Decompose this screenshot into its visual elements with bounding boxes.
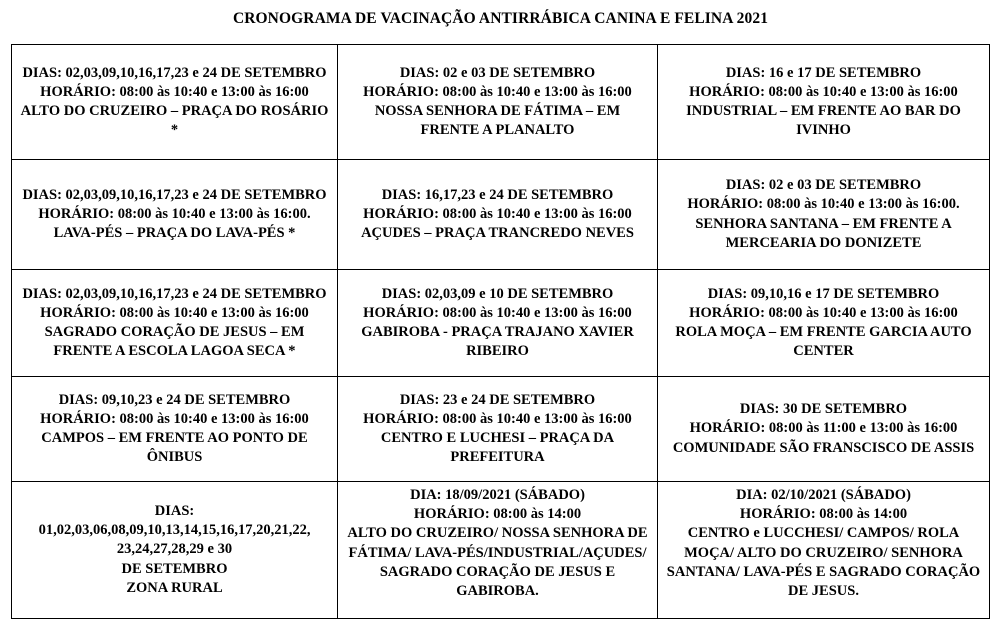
table-row	[12, 482, 990, 619]
schedule-cell-senhora-santana	[658, 160, 990, 270]
cell-location: SENHORA SANTANA – EM FRENTE A MERCEARIA DO DONIZETE	[695, 215, 952, 251]
cell-days: DIAS: 09,10,23 e 24 DE SETEMBRO	[58, 391, 291, 408]
cell-month: DE SETEMBRO	[121, 560, 228, 577]
cell-hours: HORÁRIO: 08:00 às 10:40 e 13:00 às 16:00.	[687, 196, 960, 213]
cell-hours: HORÁRIO: 08:00 às 10:40 e 13:00 às 16:00.	[38, 205, 311, 222]
cell-hours: HORÁRIO: 08:00 às 10:40 e 13:00 às 16:00	[689, 83, 958, 100]
table-row	[12, 160, 990, 270]
cell-days: DIAS: 09,10,16 e 17 DE SETEMBRO	[707, 285, 940, 302]
table-row	[12, 45, 990, 160]
schedule-cell-alto-do-cruzeiro	[12, 45, 338, 160]
cell-hours: HORÁRIO: 08:00 às 10:40 e 13:00 às 16:00	[689, 304, 958, 321]
cell-days: DIAS: 02,03,09,10,16,17,23 e 24 DE SETEMBRO	[22, 285, 327, 302]
cell-hours: HORÁRIO: 08:00 às 10:40 e 13:00 às 16:00	[363, 304, 632, 321]
cell-days: DIA: 02/10/2021 (SÁBADO)	[736, 487, 911, 503]
cell-days: DIAS: 02,03,09,10,16,17,23 e 24 DE SETEMBRO	[22, 64, 327, 81]
cell-days: DIAS: 16 e 17 DE SETEMBRO	[725, 64, 922, 81]
cell-hours: HORÁRIO: 08:00 às 10:40 e 13:00 às 16:00	[40, 83, 309, 100]
cell-days: DIAS: 02,03,09,10,16,17,23 e 24 DE SETEMBRO	[22, 186, 327, 203]
cell-hours: HORÁRIO: 08:00 às 10:40 e 13:00 às 16:00	[363, 83, 632, 100]
cell-days: DIAS: 30 DE SETEMBRO	[739, 401, 908, 418]
schedule-cell-lava-pes	[12, 160, 338, 270]
cell-hours: HORÁRIO: 08:00 às 14:00	[413, 506, 582, 523]
cell-location: COMUNIDADE SÃO FRANSCISCO DE ASSIS	[672, 439, 975, 456]
schedule-cell-industrial	[658, 45, 990, 160]
cell-location: ALTO DO CRUZEIRO/ NOSSA SENHORA DE FÁTIMA/ LAVA-PÉS/INDUSTRIAL/AÇUDES/ SAGRADO CORAÇÃO DE JESUS E GABIROBA.	[347, 525, 648, 600]
cell-location: NOSSA SENHORA DE FÁTIMA – EM FRENTE A PLANALTO	[374, 103, 621, 139]
schedule-cell-saturday-sept	[338, 482, 658, 619]
cell-days: DIAS: 02 e 03 DE SETEMBRO	[399, 64, 596, 81]
cell-location: ZONA RURAL	[126, 579, 223, 596]
schedule-cell-zona-rural	[12, 482, 338, 619]
schedule-cell-campos	[12, 377, 338, 482]
cell-location: CAMPOS – EM FRENTE AO PONTO DE ÔNIBUS	[41, 430, 308, 466]
table-row	[12, 377, 990, 482]
cell-location: CENTRO e LUCCHESI/ CAMPOS/ ROLA MOÇA/ ALTO DO CRUZEIRO/ SENHORA SANTANA/ LAVA-PÉS E SAGRADO CORAÇÃO DE JESUS.	[666, 525, 981, 600]
cell-days: DIAS: 23 e 24 DE SETEMBRO	[399, 391, 596, 408]
cell-location: LAVA-PÉS – PRAÇA DO LAVA-PÉS *	[53, 225, 296, 242]
schedule-cell-sagrado-coracao	[12, 270, 338, 377]
schedule-cell-saturday-oct	[658, 482, 990, 619]
cell-location: SAGRADO CORAÇÃO DE JESUS – EM FRENTE A ESCOLA LAGOA SECA *	[44, 324, 305, 360]
schedule-cell-sao-francisco	[658, 377, 990, 482]
cell-location: GABIROBA - PRAÇA TRAJANO XAVIER RIBEIRO	[361, 324, 634, 360]
cell-hours: HORÁRIO: 08:00 às 10:40 e 13:00 às 16:00	[363, 205, 632, 222]
cell-location: INDUSTRIAL – EM FRENTE AO BAR DO IVINHO	[686, 103, 961, 139]
cell-hours: HORÁRIO: 08:00 às 10:40 e 13:00 às 16:00	[40, 410, 309, 427]
cell-hours: HORÁRIO: 08:00 às 10:40 e 13:00 às 16:00	[363, 410, 632, 427]
cell-location: CENTRO E LUCHESI – PRAÇA DA PREFEITURA	[380, 430, 615, 466]
cell-days-label: DIAS:	[154, 502, 195, 519]
cell-hours: HORÁRIO: 08:00 às 14:00	[739, 506, 908, 523]
cell-hours: HORÁRIO: 08:00 às 11:00 e 13:00 às 16:00	[689, 420, 958, 437]
cell-days: 01,02,03,06,08,09,10,13,14,15,16,17,20,21,22, 23,24,27,28,29 e 30	[38, 522, 311, 558]
cell-location: ALTO DO CRUZEIRO – PRAÇA DO ROSÁRIO *	[20, 103, 329, 139]
cell-days: DIAS: 02 e 03 DE SETEMBRO	[725, 177, 922, 194]
schedule-cell-rola-moca	[658, 270, 990, 377]
vaccination-schedule-table	[11, 44, 990, 619]
cell-location: AÇUDES – PRAÇA TRANCREDO NEVES	[361, 225, 634, 242]
cell-location: ROLA MOÇA – EM FRENTE GARCIA AUTO CENTER	[675, 324, 972, 360]
document-title: CRONOGRAMA DE VACINAÇÃO ANTIRRÁBICA CANINA E FELINA 2021	[232, 10, 769, 27]
cell-days: DIAS: 02,03,09 e 10 DE SETEMBRO	[381, 285, 614, 302]
table-row	[12, 270, 990, 377]
schedule-cell-nossa-senhora-de-fatima	[338, 45, 658, 160]
schedule-cell-gabiroba	[338, 270, 658, 377]
cell-days: DIAS: 16,17,23 e 24 DE SETEMBRO	[381, 186, 614, 203]
schedule-cell-centro-luchesi	[338, 377, 658, 482]
cell-hours: HORÁRIO: 08:00 às 10:40 e 13:00 às 16:00	[40, 304, 309, 321]
cell-days: DIA: 18/09/2021 (SÁBADO)	[410, 487, 585, 503]
schedule-cell-acudes	[338, 160, 658, 270]
